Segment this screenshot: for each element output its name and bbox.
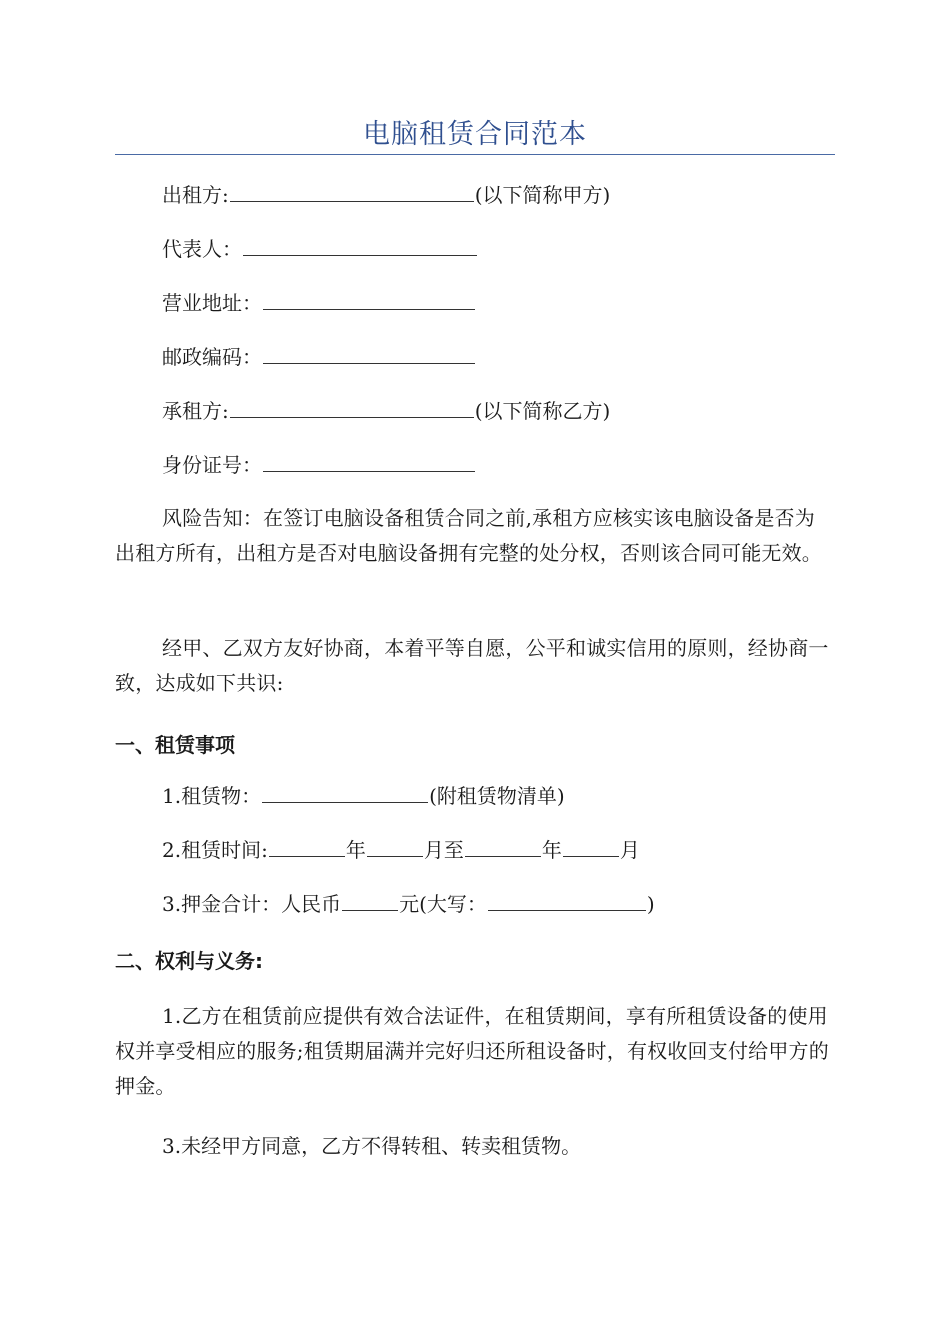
- year-label-2: 年: [541, 838, 562, 862]
- representative-label: 代表人：: [162, 237, 242, 261]
- lease-item-line: [162, 784, 565, 808]
- representative-blank[interactable]: [243, 237, 477, 256]
- representative-line: [162, 237, 478, 261]
- year-label-1: 年: [345, 838, 366, 862]
- postcode-blank[interactable]: [263, 345, 475, 364]
- lessor-label: 出租方:: [162, 183, 229, 207]
- end-year-blank[interactable]: [465, 838, 541, 857]
- month-end-label: 月: [619, 838, 640, 862]
- address-blank[interactable]: [263, 291, 475, 310]
- start-year-blank[interactable]: [269, 838, 345, 857]
- lessee-suffix: (以下简称乙方): [474, 399, 611, 423]
- postcode-label: 邮政编码：: [162, 345, 262, 369]
- obligation-item-1: 1.乙方在租赁前应提供有效合法证件，在租赁期间，享有所租赁设备的使用权并享受相应的服务;租赁期届满并完好归还所租设备时，有权收回支付给甲方的押金。: [115, 1004, 829, 1098]
- end-month-blank[interactable]: [563, 838, 619, 857]
- lease-item-suffix: (附租赁物清单): [429, 784, 565, 808]
- month-to-label: 月至: [423, 838, 464, 862]
- start-month-blank[interactable]: [367, 838, 423, 857]
- lessee-blank[interactable]: [230, 399, 474, 418]
- section2-heading: 二、权利与义务:: [115, 949, 263, 973]
- postcode-line: [162, 345, 476, 369]
- deposit-line: [162, 892, 655, 916]
- address-label: 营业地址：: [162, 291, 262, 315]
- deposit-label: 3.押金合计：人民币: [162, 892, 342, 916]
- lease-period-line: [162, 838, 640, 862]
- lessor-blank[interactable]: [230, 183, 474, 202]
- lessor-suffix: (以下简称甲方): [474, 183, 611, 207]
- preamble: 经甲、乙双方友好协商，本着平等自愿，公平和诚实信用的原则，经协商一致，达成如下共识:: [115, 636, 829, 695]
- document-title: 电脑租赁合同范本: [363, 119, 587, 150]
- lease-item-label: 1.租赁物：: [162, 784, 262, 808]
- lessor-line: [162, 183, 610, 207]
- deposit-yuan-label: 元(大写：: [399, 892, 487, 916]
- address-line: [162, 291, 476, 315]
- lessee-label: 承租方:: [162, 399, 229, 423]
- deposit-uppercase-blank[interactable]: [488, 892, 646, 911]
- title-underline: [115, 154, 835, 155]
- section1-heading: 一、租赁事项: [115, 733, 235, 757]
- risk-notice: 风险告知：在签订电脑设备租赁合同之前,承租方应核实该电脑设备是否为出租方所有，出租方是否对电脑设备拥有完整的处分权，否则该合同可能无效。: [115, 506, 822, 565]
- id-blank[interactable]: [263, 453, 475, 472]
- deposit-close: ): [646, 892, 655, 916]
- lease-item-blank[interactable]: [262, 784, 428, 803]
- obligation-item-3: 3.未经甲方同意，乙方不得转租、转卖租赁物。: [162, 1134, 582, 1158]
- lease-period-label: 2.租赁时间:: [162, 838, 268, 862]
- deposit-amount-blank[interactable]: [342, 892, 398, 911]
- id-label: 身份证号：: [162, 453, 262, 477]
- id-line: [162, 453, 476, 477]
- lessee-line: [162, 399, 610, 423]
